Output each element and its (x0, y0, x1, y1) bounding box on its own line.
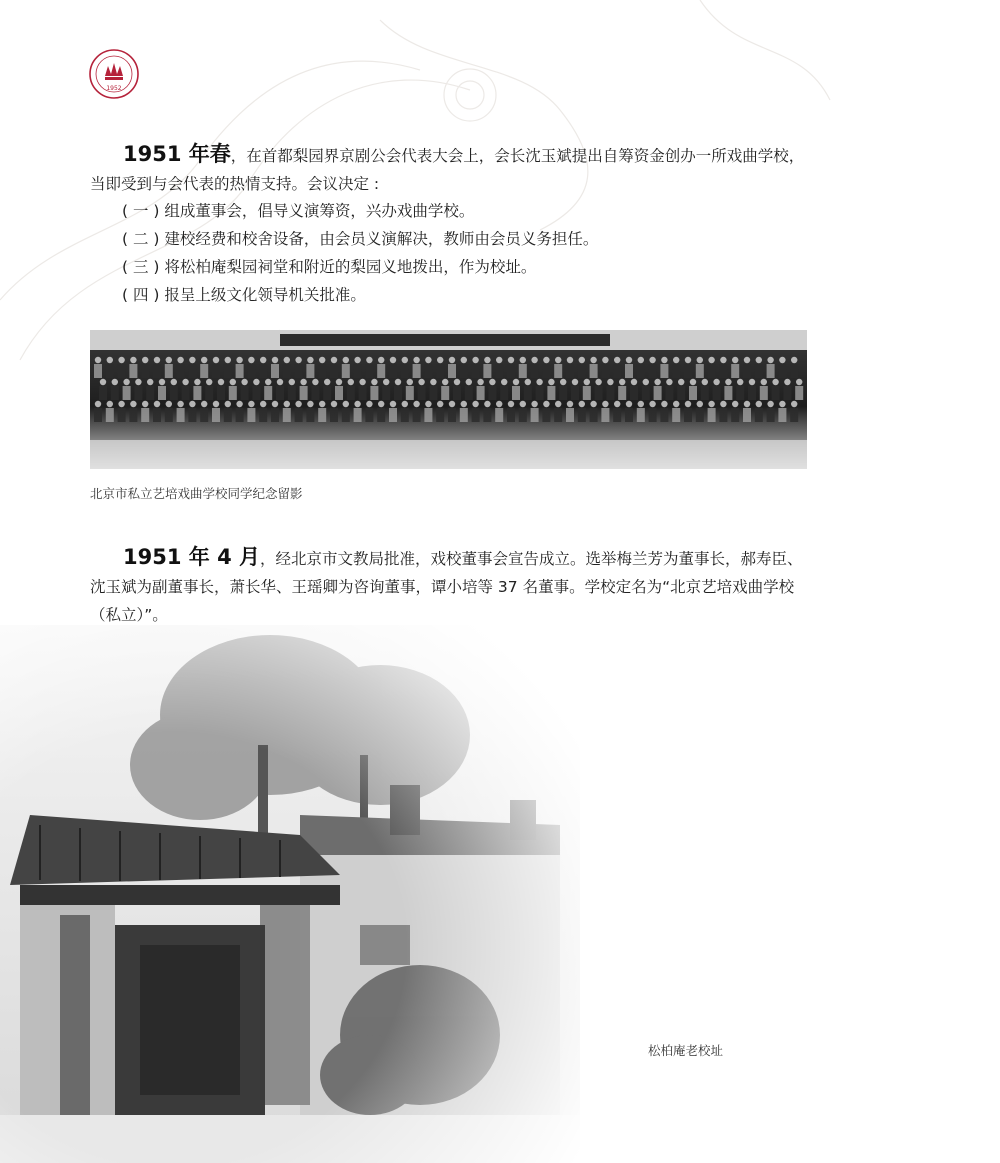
paragraph-1951-april (90, 543, 808, 629)
paragraph-text: ，在首都梨园界京剧公会代表大会上，会长沈玉斌提出自筹资金创办一所戏曲学校，当即受到与会代表的热情支持。会议决定 : (90, 147, 805, 193)
paragraph-text: ，经北京市文教局批准，戏校董事会宣告成立。选举梅兰芳为董事长，郝寿臣、沈玉斌为副董事长，萧长华、王瑶卿为咨询董事，谭小培等 37 名董事。学校定名为“北京艺培戏曲学校（私立）”。 (90, 550, 803, 624)
logo-year: 1952 (106, 85, 122, 92)
list-item: ( 一 ) 组成董事会，倡导义演筹资，兴办戏曲学校。 (122, 202, 475, 220)
list-item: ( 三 ) 将松柏庵梨园祠堂和附近的梨园义地拨出，作为校址。 (122, 258, 537, 276)
old-campus-photo (0, 625, 580, 1163)
school-emblem-icon (88, 48, 140, 100)
paragraph-lead: 1951 年 4 月 (123, 545, 260, 569)
paragraph-lead: 1951 年春 (123, 142, 231, 166)
list-item: ( 四 ) 报呈上级文化领导机关批准。 (122, 286, 366, 304)
list-item: ( 二 ) 建校经费和校舍设备，由会员义演解决，教师由会员义务担任。 (122, 230, 599, 248)
decision-list (122, 197, 812, 309)
group-photo-caption: 北京市私立艺培戏曲学校同学纪念留影 (90, 486, 303, 501)
old-campus-caption: 松柏庵老校址 (648, 1043, 724, 1058)
group-photo (90, 330, 807, 469)
paragraph-1951-spring (90, 140, 808, 198)
